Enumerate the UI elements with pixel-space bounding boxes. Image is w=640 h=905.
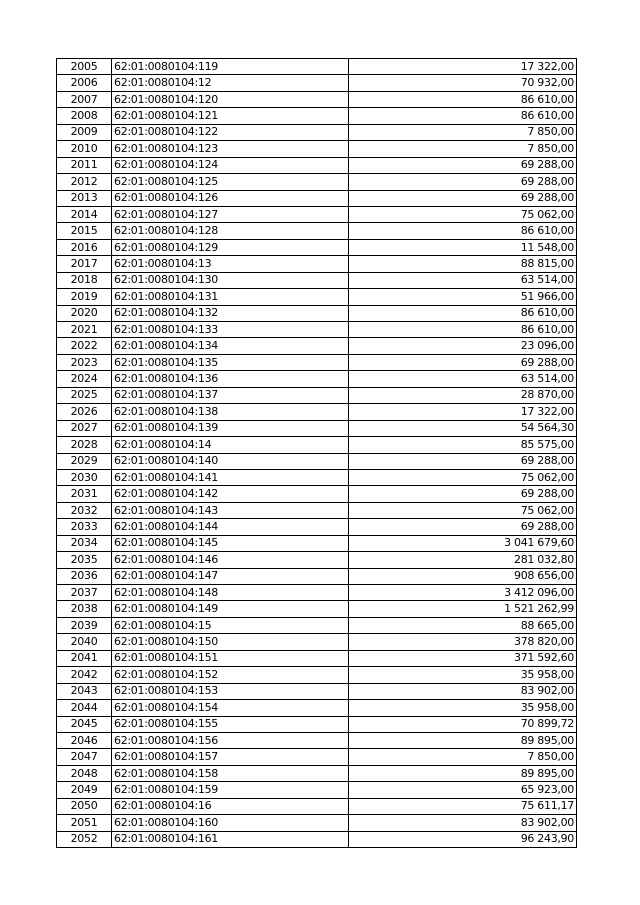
cadastral-number-cell: 62:01:0080104:148 [112,585,349,601]
row-number-cell: 2031 [57,486,112,502]
cadastral-value-cell: 69 288,00 [349,486,577,502]
cadastral-value-cell: 88 815,00 [349,256,577,272]
cadastral-value-cell: 85 575,00 [349,437,577,453]
table-row [57,420,577,436]
table-row [57,535,577,551]
cadastral-number-cell: 62:01:0080104:144 [112,519,349,535]
row-number-cell: 2023 [57,354,112,370]
cadastral-number-cell: 62:01:0080104:128 [112,223,349,239]
cadastral-value-cell: 17 322,00 [349,404,577,420]
cadastral-value-cell: 86 610,00 [349,322,577,338]
cadastral-value-cell: 75 062,00 [349,469,577,485]
row-number-cell: 2030 [57,469,112,485]
cadastral-value-cell: 7 850,00 [349,141,577,157]
cadastral-number-cell: 62:01:0080104:16 [112,798,349,814]
table-row [57,732,577,748]
table-row [57,765,577,781]
cadastral-number-cell: 62:01:0080104:153 [112,683,349,699]
table-row [57,108,577,124]
cadastral-value-cell: 35 958,00 [349,700,577,716]
cadastral-value-cell: 83 902,00 [349,683,577,699]
cadastral-number-cell: 62:01:0080104:155 [112,716,349,732]
table-row [57,634,577,650]
row-number-cell: 2045 [57,716,112,732]
table-row [57,223,577,239]
cadastral-number-cell: 62:01:0080104:139 [112,420,349,436]
row-number-cell: 2049 [57,782,112,798]
cadastral-value-cell: 63 514,00 [349,371,577,387]
table-row [57,502,577,518]
cadastral-number-cell: 62:01:0080104:151 [112,650,349,666]
cadastral-number-cell: 62:01:0080104:143 [112,502,349,518]
table-row [57,749,577,765]
table-row [57,157,577,173]
row-number-cell: 2047 [57,749,112,765]
table-row [57,815,577,831]
cadastral-value-cell: 378 820,00 [349,634,577,650]
row-number-cell: 2025 [57,387,112,403]
row-number-cell: 2005 [57,59,112,75]
cadastral-value-cell: 63 514,00 [349,272,577,288]
table-row [57,700,577,716]
row-number-cell: 2052 [57,831,112,847]
row-number-cell: 2051 [57,815,112,831]
cadastral-number-cell: 62:01:0080104:150 [112,634,349,650]
row-number-cell: 2038 [57,601,112,617]
table-row [57,75,577,91]
table-row [57,486,577,502]
cadastral-value-cell: 96 243,90 [349,831,577,847]
cadastral-value-cell: 83 902,00 [349,815,577,831]
row-number-cell: 2034 [57,535,112,551]
row-number-cell: 2011 [57,157,112,173]
cadastral-number-cell: 62:01:0080104:121 [112,108,349,124]
cadastral-value-cell: 23 096,00 [349,338,577,354]
cadastral-value-cell: 54 564,30 [349,420,577,436]
cadastral-value-cell: 70 932,00 [349,75,577,91]
cadastral-number-cell: 62:01:0080104:140 [112,453,349,469]
table-row [57,519,577,535]
row-number-cell: 2026 [57,404,112,420]
cadastral-number-cell: 62:01:0080104:119 [112,59,349,75]
cadastral-value-cell: 7 850,00 [349,124,577,140]
row-number-cell: 2041 [57,650,112,666]
row-number-cell: 2022 [57,338,112,354]
cadastral-number-cell: 62:01:0080104:123 [112,141,349,157]
cadastral-number-cell: 62:01:0080104:159 [112,782,349,798]
cadastral-value-cell: 69 288,00 [349,190,577,206]
table-row [57,585,577,601]
table-row [57,371,577,387]
cadastral-number-cell: 62:01:0080104:152 [112,667,349,683]
table-row [57,289,577,305]
cadastral-value-cell: 908 656,00 [349,568,577,584]
table-row [57,650,577,666]
table-row [57,568,577,584]
row-number-cell: 2036 [57,568,112,584]
table-row [57,782,577,798]
cadastral-number-cell: 62:01:0080104:141 [112,469,349,485]
row-number-cell: 2012 [57,174,112,190]
row-number-cell: 2024 [57,371,112,387]
row-number-cell: 2032 [57,502,112,518]
cadastral-number-cell: 62:01:0080104:14 [112,437,349,453]
row-number-cell: 2033 [57,519,112,535]
table-row [57,322,577,338]
table-row [57,437,577,453]
row-number-cell: 2029 [57,453,112,469]
cadastral-number-cell: 62:01:0080104:130 [112,272,349,288]
cadastral-number-cell: 62:01:0080104:137 [112,387,349,403]
row-number-cell: 2009 [57,124,112,140]
row-number-cell: 2018 [57,272,112,288]
cadastral-number-cell: 62:01:0080104:15 [112,617,349,633]
table-row [57,453,577,469]
row-number-cell: 2037 [57,585,112,601]
row-number-cell: 2014 [57,206,112,222]
cadastral-number-cell: 62:01:0080104:146 [112,552,349,568]
row-number-cell: 2010 [57,141,112,157]
cadastral-number-cell: 62:01:0080104:138 [112,404,349,420]
cadastral-value-cell: 75 062,00 [349,206,577,222]
row-number-cell: 2028 [57,437,112,453]
row-number-cell: 2016 [57,239,112,255]
row-number-cell: 2020 [57,305,112,321]
row-number-cell: 2008 [57,108,112,124]
table-row [57,141,577,157]
table-row [57,256,577,272]
cadastral-number-cell: 62:01:0080104:124 [112,157,349,173]
row-number-cell: 2007 [57,91,112,107]
cadastral-value-cell: 3 412 096,00 [349,585,577,601]
cadastral-number-cell: 62:01:0080104:147 [112,568,349,584]
table-row [57,831,577,847]
cadastral-value-cell: 28 870,00 [349,387,577,403]
cadastral-value-table [56,58,577,848]
cadastral-value-cell: 89 895,00 [349,765,577,781]
row-number-cell: 2048 [57,765,112,781]
cadastral-number-cell: 62:01:0080104:145 [112,535,349,551]
cadastral-value-cell: 69 288,00 [349,453,577,469]
row-number-cell: 2013 [57,190,112,206]
table-row [57,305,577,321]
row-number-cell: 2043 [57,683,112,699]
cadastral-value-cell: 70 899,72 [349,716,577,732]
cadastral-number-cell: 62:01:0080104:160 [112,815,349,831]
cadastral-number-cell: 62:01:0080104:136 [112,371,349,387]
cadastral-value-cell: 75 611,17 [349,798,577,814]
cadastral-value-cell: 281 032,80 [349,552,577,568]
cadastral-value-cell: 7 850,00 [349,749,577,765]
cadastral-value-cell: 88 665,00 [349,617,577,633]
cadastral-value-cell: 69 288,00 [349,157,577,173]
cadastral-number-cell: 62:01:0080104:129 [112,239,349,255]
cadastral-number-cell: 62:01:0080104:131 [112,289,349,305]
cadastral-value-cell: 86 610,00 [349,91,577,107]
table-row [57,124,577,140]
cadastral-number-cell: 62:01:0080104:135 [112,354,349,370]
table-row [57,617,577,633]
table-row [57,91,577,107]
table-row [57,601,577,617]
cadastral-value-cell: 65 923,00 [349,782,577,798]
cadastral-number-cell: 62:01:0080104:133 [112,322,349,338]
cadastral-number-cell: 62:01:0080104:13 [112,256,349,272]
row-number-cell: 2021 [57,322,112,338]
cadastral-number-cell: 62:01:0080104:126 [112,190,349,206]
table-row [57,716,577,732]
cadastral-value-cell: 69 288,00 [349,174,577,190]
row-number-cell: 2044 [57,700,112,716]
cadastral-value-cell: 75 062,00 [349,502,577,518]
cadastral-number-cell: 62:01:0080104:125 [112,174,349,190]
table-row [57,683,577,699]
table-row [57,206,577,222]
table-row [57,190,577,206]
table-row [57,239,577,255]
table-row [57,272,577,288]
row-number-cell: 2042 [57,667,112,683]
row-number-cell: 2035 [57,552,112,568]
table-row [57,798,577,814]
cadastral-value-cell: 11 548,00 [349,239,577,255]
row-number-cell: 2019 [57,289,112,305]
cadastral-value-cell: 69 288,00 [349,519,577,535]
row-number-cell: 2046 [57,732,112,748]
cadastral-value-cell: 89 895,00 [349,732,577,748]
row-number-cell: 2040 [57,634,112,650]
table-row [57,387,577,403]
cadastral-number-cell: 62:01:0080104:149 [112,601,349,617]
cadastral-value-cell: 86 610,00 [349,108,577,124]
cadastral-value-cell: 371 592,60 [349,650,577,666]
cadastral-number-cell: 62:01:0080104:132 [112,305,349,321]
cadastral-number-cell: 62:01:0080104:134 [112,338,349,354]
table-row [57,338,577,354]
row-number-cell: 2050 [57,798,112,814]
cadastral-number-cell: 62:01:0080104:120 [112,91,349,107]
table-row [57,667,577,683]
table-row [57,404,577,420]
row-number-cell: 2027 [57,420,112,436]
table-body [57,59,577,848]
cadastral-value-cell: 1 521 262,99 [349,601,577,617]
row-number-cell: 2006 [57,75,112,91]
table-row [57,174,577,190]
cadastral-value-cell: 86 610,00 [349,305,577,321]
row-number-cell: 2015 [57,223,112,239]
table-row [57,59,577,75]
table-row [57,354,577,370]
table-row [57,552,577,568]
cadastral-value-cell: 51 966,00 [349,289,577,305]
cadastral-number-cell: 62:01:0080104:122 [112,124,349,140]
cadastral-number-cell: 62:01:0080104:156 [112,732,349,748]
cadastral-number-cell: 62:01:0080104:127 [112,206,349,222]
cadastral-number-cell: 62:01:0080104:154 [112,700,349,716]
cadastral-value-cell: 69 288,00 [349,354,577,370]
cadastral-number-cell: 62:01:0080104:142 [112,486,349,502]
cadastral-value-cell: 3 041 679,60 [349,535,577,551]
row-number-cell: 2039 [57,617,112,633]
table-row [57,469,577,485]
cadastral-value-cell: 35 958,00 [349,667,577,683]
cadastral-value-cell: 86 610,00 [349,223,577,239]
cadastral-value-cell: 17 322,00 [349,59,577,75]
row-number-cell: 2017 [57,256,112,272]
cadastral-number-cell: 62:01:0080104:157 [112,749,349,765]
cadastral-number-cell: 62:01:0080104:158 [112,765,349,781]
cadastral-number-cell: 62:01:0080104:12 [112,75,349,91]
cadastral-number-cell: 62:01:0080104:161 [112,831,349,847]
